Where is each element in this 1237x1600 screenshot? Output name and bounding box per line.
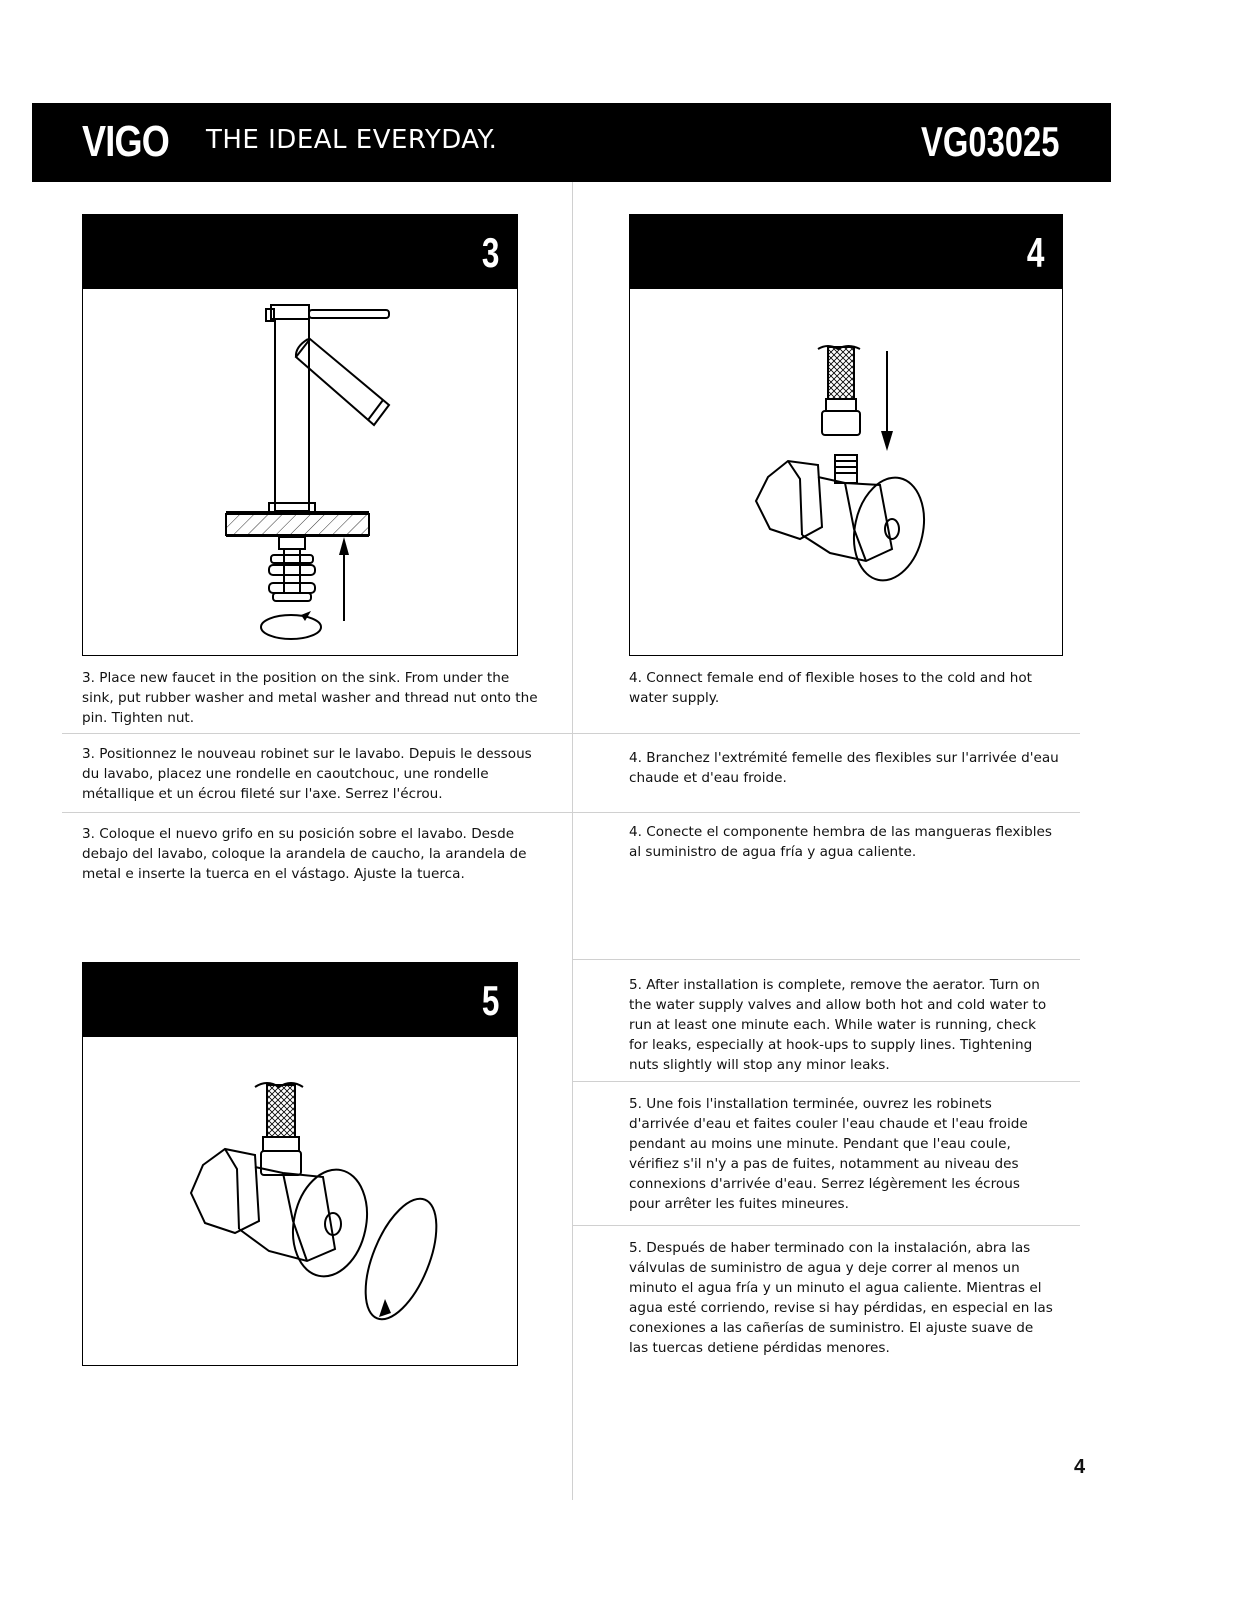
step-5-number: 5 [481, 977, 499, 1024]
brand-logo: VIGO [82, 117, 169, 166]
page-number: 4 [1074, 1456, 1086, 1478]
step-4-header [630, 215, 1062, 289]
step-4-text-en: 4. Connect female end of flexible hoses to the cold and hot water supply. [629, 670, 1033, 706]
model-number: VG03025 [920, 118, 1059, 165]
faucet-install-illustration [83, 289, 516, 654]
check-leaks-illustration [83, 1037, 516, 1364]
step-3-header [83, 215, 517, 289]
header-bar [32, 103, 1111, 182]
step-4-text-fr: 4. Branchez l'extrémité femelle des flexibles sur l'arrivée d'eau chaude et d'eau froide. [629, 750, 1059, 786]
step-3-panel [82, 214, 518, 656]
step-5-text-fr: 5. Une fois l'installation terminée, ouvrez les robinets d'arrivée d'eau et faites couler l'eau chaude et l'eau froide pendant au moins une minute. Pendant que l'eau coule, vérifiez s'il n'y a pas de fuites, notamment au niveau des connexions d'arrivée d'eau. Serrez légèrement les écrous pour arrêter les fuites mineures. [629, 1096, 1028, 1212]
step-5-text-es: 5. Después de haber terminado con la instalación, abra las válvulas de suministro de agua y deje correr al menos un minuto el agua fría y un minuto el agua caliente. Mientras el agua esté corriendo, revise si hay pérdidas, en especial en las conexiones a las cañerías de suministro. El ajuste suave de las tuercas detiene pérdidas menores. [629, 1240, 1053, 1356]
step-3-text-en: 3. Place new faucet in the position on the sink. From under the sink, put rubber washer and metal washer and thread nut onto the pin. Tighten nut. [82, 670, 538, 726]
divider-line [572, 959, 1080, 960]
step-5-header [83, 963, 517, 1037]
step-3-number: 3 [481, 229, 499, 276]
step-4-panel [629, 214, 1063, 656]
divider-line [572, 812, 1080, 813]
column-divider [572, 182, 573, 1500]
tagline: THE IDEAL EVERYDAY. [206, 125, 498, 155]
divider-line [572, 1081, 1080, 1082]
step-3-text-fr: 3. Positionnez le nouveau robinet sur le lavabo. Depuis le dessous du lavabo, placez une rondelle en caoutchouc, une rondelle métallique et un écrou fileté sur l'axe. Serrez l'écrou. [82, 746, 532, 802]
divider-line [572, 1225, 1080, 1226]
step-5-text-en: 5. After installation is complete, remove the aerator. Turn on the water supply valves and allow both hot and cold water to run at least one minute each. While water is running, check for leaks, especially at hook-ups to supply lines. Tightening nuts slightly will stop any minor leaks. [629, 977, 1047, 1073]
step-4-text-es: 4. Conecte el componente hembra de las mangueras flexibles al suministro de agua fría y agua caliente. [629, 824, 1053, 860]
step-5-panel [82, 962, 518, 1366]
hose-connect-illustration [630, 289, 1061, 654]
divider-line [62, 812, 572, 813]
divider-line [62, 733, 572, 734]
divider-line [572, 733, 1080, 734]
step-4-number: 4 [1026, 229, 1044, 276]
step-3-text-es: 3. Coloque el nuevo grifo en su posición sobre el lavabo. Desde debajo del lavabo, coloque la arandela de caucho, la arandela de metal e inserte la tuerca en el vástago. Ajuste la tuerca. [82, 826, 527, 882]
